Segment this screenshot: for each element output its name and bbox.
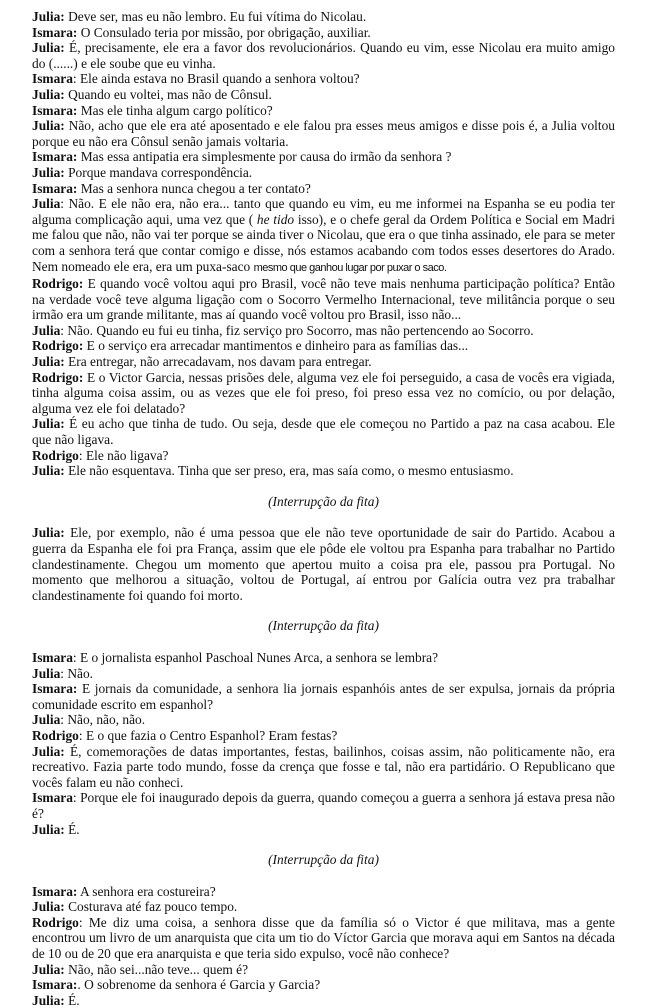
dialogue-turn <box>32 993 615 1008</box>
dialogue-turn <box>32 276 615 323</box>
turn-text: : Não. Quando eu fui eu tinha, fiz serviço pro Socorro, mas não pertencendo ao Socorro. <box>60 322 534 338</box>
speaker-label: Rodrigo: <box>32 338 84 354</box>
speaker-label: Ismara <box>32 790 73 806</box>
dialogue-turn <box>32 463 615 479</box>
turn-text: : Ele não ligava? <box>78 447 169 463</box>
dialogue-turn <box>32 370 615 417</box>
speaker-label: Ismara: <box>32 24 78 40</box>
turn-text: Porque mandava correspondência. <box>64 164 253 180</box>
speaker-label: Julia: <box>32 525 65 541</box>
turn-text: Não, acho que ele era até aposentado e ele falou pra esses meus amigos e disse pois é, a Julia voltou porque eu não era Cônsul senão jamais voltaria. <box>32 118 615 149</box>
speaker-label: Ismara: <box>32 883 78 899</box>
dialogue-turn <box>32 790 615 821</box>
dialogue-turn <box>32 71 615 87</box>
dialogue-turn <box>32 525 615 603</box>
dialogue-turn <box>32 884 615 900</box>
dialogue-turn <box>32 118 615 149</box>
speaker-label: Julia <box>32 196 61 212</box>
speaker-label: Ismara <box>32 71 73 87</box>
speaker-label: Ismara: <box>32 681 78 697</box>
turn-text: É, comemorações de datas importantes, festas, bailinhos, coisas assim, não politicamente não, era recreativo. Fazia parte todo mundo, fosse da crença que fosse e tal, não era partidário. O Republicano que vocês falam eu não conheci. <box>32 743 615 790</box>
turn-text: : Porque ele foi inaugurado depois da guerra, quando começou a guerra a senhora já estava presa não é? <box>32 790 615 821</box>
turn-text-italic: he tido <box>253 211 295 227</box>
tape-interruption-note: (Interrupção da fita) <box>268 493 379 509</box>
turn-text: Não, não sei...não teve... quem é? <box>64 961 249 977</box>
dialogue-turn <box>32 40 615 71</box>
turn-text: E o serviço era arrecadar mantimentos e dinheiro para as famílias das... <box>83 338 469 354</box>
dialogue-turn <box>32 977 615 993</box>
turn-text: E o Victor Garcia, nessas prisões dele, alguma vez ele foi perseguido, a casa de vocês era vigiada, tinha alguma coisa assim, ou as vezes que ele foi preso, foi preso essa vez no comício, ou por delação, alguma vez ele foi delatado? <box>32 369 615 416</box>
dialogue-turn <box>32 822 615 838</box>
turn-text: É. <box>64 992 80 1008</box>
speaker-label: Rodrigo: <box>32 369 84 385</box>
turn-text: Quando eu voltei, mas não de Cônsul. <box>64 86 272 102</box>
speaker-label: Julia: <box>32 164 65 180</box>
turn-text: Mas a senhora nunca chegou a ter contato? <box>77 180 311 196</box>
speaker-label: Julia: <box>32 40 65 56</box>
turn-text: : E o que fazia o Centro Espanhol? Eram festas? <box>78 727 338 743</box>
dialogue-turn <box>32 448 615 464</box>
speaker-label: Ismara: <box>32 102 78 118</box>
dialogue-turn <box>32 728 615 744</box>
tape-interruption-note: (Interrupção da fita) <box>268 618 379 634</box>
dialogue-turn <box>32 899 615 915</box>
turn-text: E jornais da comunidade, a senhora lia jornais espanhóis antes de ser expulsa, jornais da própria comunidade escrito em espanhol? <box>32 681 615 712</box>
turn-text: : Não, não, não. <box>60 712 146 728</box>
transcript-section <box>32 852 615 1008</box>
speaker-label: Julia: <box>32 354 65 370</box>
turn-text: Mas ele tinha algum cargo político? <box>77 102 273 118</box>
turn-text: Costurava até faz pouco tempo. <box>64 899 238 915</box>
dialogue-turn <box>32 666 615 682</box>
dialogue-turn <box>32 650 615 666</box>
dialogue-turn <box>32 354 615 370</box>
dialogue-turn <box>32 196 615 276</box>
turn-text: : Não. E ele não era, não era... tanto que quando eu vim, eu me informei na Espanha se eu podia ter alguma complicação aqui, uma vez que ( <box>32 196 615 227</box>
speaker-label: Julia <box>32 322 61 338</box>
speaker-label: Julia: <box>32 118 65 134</box>
speaker-label: Ismara: <box>32 977 78 993</box>
transcript-section <box>32 618 615 837</box>
speaker-label: Julia <box>32 665 61 681</box>
dialogue-turn <box>32 915 615 962</box>
dialogue-turn <box>32 103 615 119</box>
dialogue-turn <box>32 181 615 197</box>
transcript-section <box>32 9 615 479</box>
turn-text: É. <box>64 821 80 837</box>
speaker-label: Julia: <box>32 86 65 102</box>
dialogue-turn <box>32 338 615 354</box>
turn-text: Ele, por exemplo, não é uma pessoa que ele não teve oportunidade de sair do Partido. Acabou a guerra da Espanha ele foi pra França, assim que ele pôde ele voltou pra Espanha para trabalhar no Partido clandestinamente. Chegou um momento que apertou muito a coisa pra ele, passou pra Portugal. No momento que melhorou a situação, voltou de Portugal, aí entrou por Galícia outra vez pra trabalhar clandestinamente foi quando foi morto. <box>32 525 615 603</box>
dialogue-turn <box>32 712 615 728</box>
turn-text: E quando você voltou aqui pro Brasil, você não teve mais nenhuma participação política? Então na verdade você teve alguma ligação com o Socorro Vermelho Internacional, teve militância porque o seu irmão era um grande militante, mas aí quando você voltou pro Brasil, isso não... <box>32 276 615 323</box>
speaker-label: Rodrigo <box>32 447 79 463</box>
dialogue-turn <box>32 165 615 181</box>
speaker-label: Rodrigo: <box>32 276 84 292</box>
speaker-label: Rodrigo <box>32 727 79 743</box>
turn-text: É eu acho que tinha de tudo. Ou seja, desde que ele começou no Partido a paz na casa acabou. Ele que não ligava. <box>32 416 615 448</box>
speaker-label: Julia: <box>32 821 65 837</box>
dialogue-turn <box>32 87 615 103</box>
turn-text: . O sobrenome da senhora é Garcia y Garcia? <box>77 977 321 993</box>
speaker-label: Ismara: <box>32 149 78 165</box>
dialogue-turn <box>32 149 615 165</box>
turn-text-continued: isso), e o chefe geral da Ordem Política e Social em Madri me falou que não, não vai ter porque se ainda tiver o Nicolau, que era o que tinha assinado, ele para se meter com a senhora terá que contar comigo e disse, nós estamos acabando com todos esses desertores do Arado. Nem nomeado ele era, era um puxa-saco <box>32 211 615 274</box>
dialogue-turn <box>32 25 615 41</box>
turn-text: É, precisamente, ele era a favor dos revolucionários. Quando eu vim, esse Nicolau era muito amigo do (......) e ele soube que eu vinha. <box>32 40 615 71</box>
turn-text: A senhora era costureira? <box>77 883 216 899</box>
speaker-label: Ismara: <box>32 180 78 196</box>
transcript-section <box>32 494 615 604</box>
turn-text: Mas essa antipatia era simplesmente por causa do irmão da senhora ? <box>77 149 452 165</box>
turn-text: : Não. <box>60 665 94 681</box>
tape-interruption-note: (Interrupção da fita) <box>268 852 379 868</box>
dialogue-turn <box>32 323 615 339</box>
dialogue-turn <box>32 681 615 712</box>
speaker-label: Julia: <box>32 961 65 977</box>
turn-text: : Ele ainda estava no Brasil quando a senhora voltou? <box>72 71 360 87</box>
turn-text: : E o jornalista espanhol Paschoal Nunes Arca, a senhora se lembra? <box>72 649 439 665</box>
speaker-label: Julia: <box>32 899 65 915</box>
turn-text: O Consulado teria por missão, por obrigação, auxiliar. <box>77 24 371 40</box>
dialogue-turn <box>32 9 615 25</box>
dialogue-turn <box>32 744 615 791</box>
speaker-label: Julia: <box>32 463 65 479</box>
turn-text: Deve ser, mas eu não lembro. Eu fui vítima do Nicolau. <box>64 9 367 24</box>
dialogue-turn <box>32 416 615 447</box>
speaker-label: Julia <box>32 712 61 728</box>
turn-text: Era entregar, não arrecadavam, nos davam para entregar. <box>64 354 372 370</box>
turn-text-condensed: mesmo que ganhou lugar por puxar o saco. <box>253 261 447 274</box>
speaker-label: Julia: <box>32 992 65 1008</box>
speaker-label: Rodrigo <box>32 914 79 930</box>
turn-text: Ele não esquentava. Tinha que ser preso, era, mas saía como, o mesmo entusiasmo. <box>64 463 514 479</box>
speaker-label: Ismara <box>32 649 73 665</box>
turn-text: : Me diz uma coisa, a senhora disse que da família só o Victor é que militava, mas a gente encontrou um livro de um anarquista que cita um tio do Víctor Garcia que morava aqui em Santos na década de 10 ou de 20 que era anarquista e que teria sido expulso, você não conhece? <box>32 914 615 962</box>
speaker-label: Julia: <box>32 743 65 759</box>
speaker-label: Julia: <box>32 416 65 432</box>
speaker-label: Julia: <box>32 9 65 24</box>
